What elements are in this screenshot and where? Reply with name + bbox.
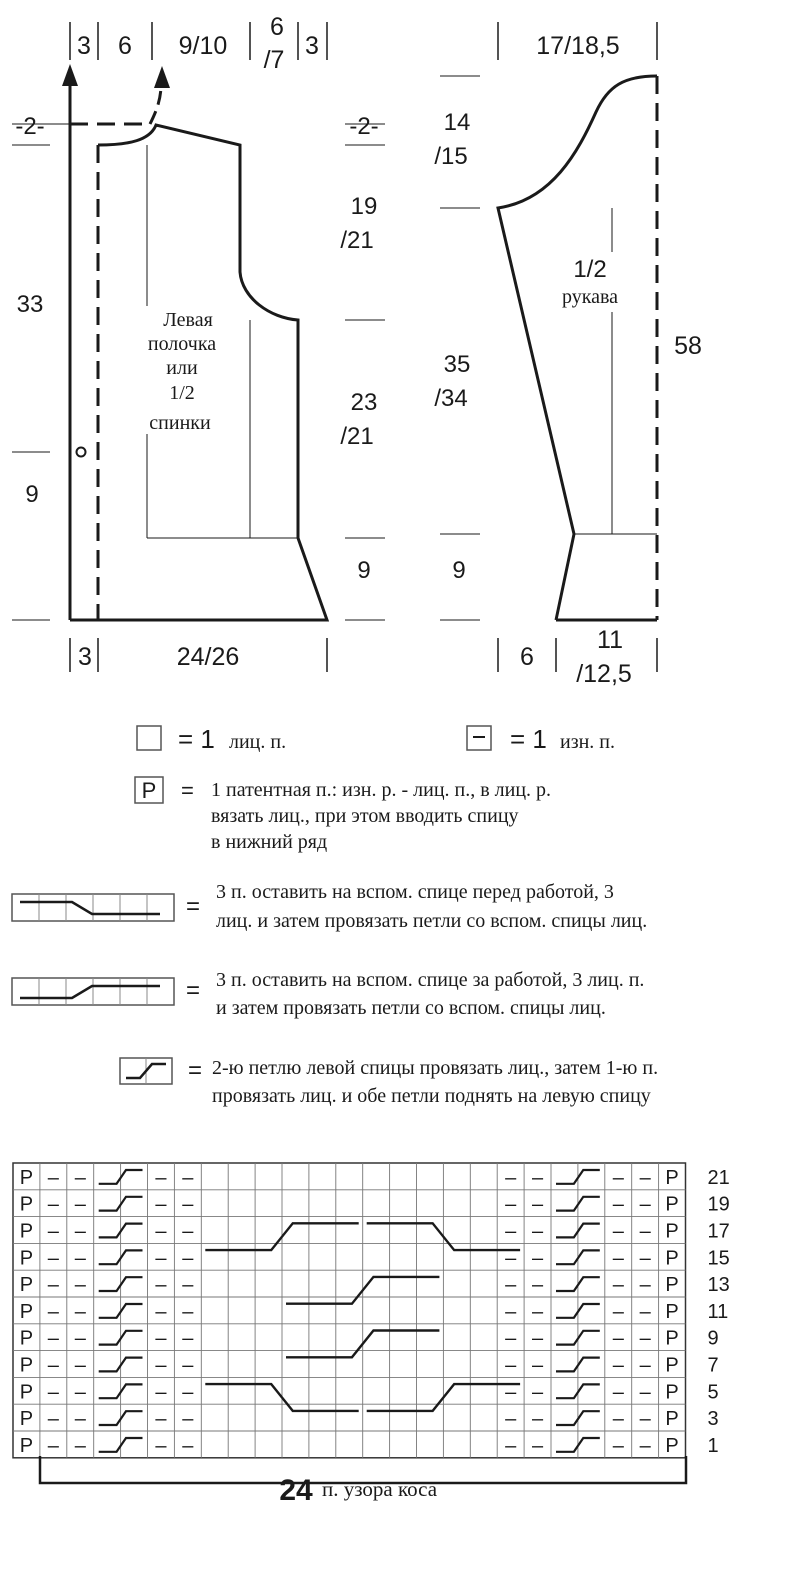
legend-twist-line-2: провязать лиц. и обе петли поднять на левую спицу — [212, 1085, 651, 1107]
purl-stitch-mark: – — [531, 1274, 544, 1297]
legend-twist-line-1: 2-ю петлю левой спицы провязать лиц., затем 1-ю п. — [212, 1057, 659, 1079]
patent-stitch-mark: P — [19, 1300, 34, 1323]
purl-stitch-mark: – — [47, 1354, 59, 1377]
purl-stitch-mark: – — [531, 1300, 544, 1323]
purl-stitch-mark: – — [505, 1434, 517, 1457]
right-dim-23: 23 — [350, 389, 378, 416]
purl-stitch-mark: – — [182, 1408, 194, 1431]
chart-row-number: 17 — [707, 1220, 730, 1243]
top-dim-6-over: 6 — [270, 13, 284, 41]
legend-purl-number: = 1 — [510, 724, 547, 754]
purl-stitch-mark: – — [612, 1274, 624, 1297]
sleeve-dim-58: 58 — [674, 332, 702, 360]
patent-stitch-mark: P — [19, 1166, 34, 1189]
purl-stitch-mark: – — [531, 1247, 544, 1270]
purl-stitch-mark: – — [74, 1274, 86, 1297]
purl-stitch-mark: – — [74, 1300, 86, 1323]
purl-stitch-icon — [467, 726, 491, 750]
purl-stitch-mark: – — [182, 1300, 194, 1323]
purl-stitch-mark: – — [74, 1193, 86, 1216]
purl-stitch-mark: – — [639, 1327, 651, 1350]
purl-stitch-mark: – — [612, 1166, 624, 1189]
bottom-dim-3: 3 — [78, 643, 92, 671]
sleeve-bottom-dim-6: 6 — [520, 643, 534, 671]
patent-stitch-mark: P — [19, 1220, 34, 1243]
purl-stitch-mark: – — [47, 1327, 59, 1350]
purl-stitch-mark: – — [155, 1247, 167, 1270]
purl-stitch-mark: – — [639, 1247, 651, 1270]
sleeve-dim-14: 14 — [443, 109, 471, 136]
purl-stitch-mark: – — [74, 1166, 86, 1189]
purl-stitch-mark: – — [47, 1220, 59, 1243]
patent-stitch-mark: P — [665, 1327, 679, 1350]
right-dim-21: /21 — [340, 227, 374, 254]
purl-stitch-mark: – — [74, 1408, 86, 1431]
purl-stitch-mark: – — [47, 1247, 59, 1270]
sleeve-bottom-dim-12-5: /12,5 — [576, 660, 632, 688]
top-dim-7-under: /7 — [263, 46, 285, 74]
purl-stitch-mark: – — [531, 1220, 544, 1243]
purl-stitch-mark: – — [531, 1381, 544, 1404]
legend-purl-text: изн. п. — [560, 731, 616, 753]
purl-stitch-mark: – — [612, 1193, 624, 1216]
purl-stitch-mark: – — [182, 1354, 194, 1377]
patent-stitch-mark: P — [665, 1300, 679, 1323]
purl-stitch-mark: – — [47, 1434, 59, 1457]
purl-stitch-mark: – — [639, 1354, 651, 1377]
patent-stitch-mark: P — [665, 1193, 679, 1216]
sleeve-top-dim: 17/18,5 — [536, 32, 620, 60]
purl-stitch-mark: – — [639, 1300, 651, 1323]
purl-stitch-mark: – — [505, 1300, 517, 1323]
right-dim-2: -2- — [349, 113, 379, 140]
chart-row-numbers — [708, 1167, 730, 1457]
purl-stitch-mark: – — [182, 1327, 194, 1350]
chart-grid — [13, 1163, 686, 1458]
patent-stitch-mark: P — [19, 1274, 34, 1297]
front-label-line-1: Левая — [163, 309, 213, 331]
purl-stitch-mark: – — [505, 1408, 517, 1431]
purl-stitch-mark: – — [505, 1166, 517, 1189]
purl-stitch-mark: – — [639, 1408, 651, 1431]
purl-stitch-mark: – — [531, 1193, 544, 1216]
chart-row-number: 9 — [707, 1327, 719, 1350]
front-piece-schematic — [12, 13, 385, 672]
purl-stitch-mark: – — [155, 1434, 167, 1457]
left-dim-2: -2- — [15, 113, 45, 140]
purl-stitch-mark: – — [47, 1381, 59, 1404]
sleeve-bottom-dim-11: 11 — [597, 626, 623, 654]
legend-cable-front-line-2: лиц. и затем провязать петли со вспом. спицы лиц. — [216, 910, 648, 932]
chart-border — [13, 1163, 686, 1458]
purl-stitch-mark: – — [612, 1247, 624, 1270]
legend-knit-number: = 1 — [178, 724, 215, 754]
purl-stitch-mark: – — [47, 1300, 59, 1323]
patent-stitch-mark: P — [665, 1381, 679, 1404]
purl-stitch-mark: – — [639, 1381, 651, 1404]
legend-cable-back-eq: = — [186, 977, 201, 1004]
cable-pattern-chart — [13, 1163, 730, 1507]
purl-stitch-mark: – — [74, 1220, 86, 1243]
purl-stitch-mark: – — [505, 1247, 517, 1270]
patent-stitch-mark: P — [19, 1247, 34, 1270]
top-dim-3-right: 3 — [305, 32, 319, 60]
front-label-line-3: или — [166, 357, 198, 379]
button-icon — [77, 448, 86, 457]
purl-stitch-mark: – — [612, 1327, 624, 1350]
purl-stitch-mark: – — [639, 1434, 651, 1457]
purl-stitch-mark: – — [612, 1434, 624, 1457]
legend-twist-eq: = — [188, 1057, 203, 1084]
patent-stitch-mark: P — [665, 1408, 679, 1431]
legend-patent-line-2: вязать лиц., при этом вводить спицу — [211, 805, 519, 827]
purl-stitch-mark: – — [531, 1434, 544, 1457]
purl-stitch-mark: – — [155, 1193, 167, 1216]
purl-stitch-mark: – — [155, 1408, 167, 1431]
front-label-line-2: полочка — [147, 333, 217, 355]
purl-stitch-mark: – — [182, 1193, 194, 1216]
purl-stitch-mark: – — [531, 1327, 544, 1350]
purl-stitch-mark: – — [182, 1166, 194, 1189]
purl-stitch-mark: – — [505, 1327, 517, 1350]
purl-stitch-mark: – — [74, 1434, 86, 1457]
chart-row-number: 15 — [707, 1247, 730, 1270]
patent-stitch-mark: P — [665, 1434, 679, 1457]
patent-stitch-mark: P — [665, 1220, 679, 1243]
legend-patent-line-3: в нижний ряд — [211, 831, 328, 853]
chart-row-number: 21 — [707, 1166, 730, 1189]
purl-stitch-mark: – — [505, 1381, 517, 1404]
sleeve-dim-15: /15 — [434, 143, 468, 170]
sleeve-label-half: 1/2 — [573, 256, 607, 283]
purl-stitch-mark: – — [182, 1434, 194, 1457]
purl-stitch-mark: – — [612, 1408, 624, 1431]
purl-stitch-mark: – — [155, 1300, 167, 1323]
left-dim-33: 33 — [16, 291, 44, 318]
cable-back-icon — [12, 978, 174, 1005]
sleeve-dim-34: /34 — [434, 385, 468, 412]
purl-stitch-mark: – — [639, 1166, 651, 1189]
knit-stitch-icon — [137, 726, 161, 750]
purl-stitch-mark: – — [531, 1408, 544, 1431]
top-dim-9-10: 9/10 — [178, 32, 228, 60]
purl-stitch-mark: – — [155, 1220, 167, 1243]
sleeve-dim-9: 9 — [452, 557, 466, 584]
purl-stitch-mark: – — [505, 1193, 517, 1216]
purl-stitch-mark: – — [182, 1381, 194, 1404]
right-dim-21b: /21 — [340, 423, 374, 450]
legend — [12, 724, 658, 1107]
legend-patent-eq: = — [181, 778, 194, 803]
purl-stitch-mark: – — [182, 1274, 194, 1297]
chart-row-number: 11 — [707, 1300, 729, 1323]
patent-stitch-mark: P — [665, 1166, 679, 1189]
right-dim-19: 19 — [350, 193, 378, 220]
legend-cable-front-line-1: 3 п. оставить на вспом. спице перед работой, 3 — [216, 881, 614, 903]
purl-stitch-mark: – — [639, 1220, 651, 1243]
purl-stitch-mark: – — [182, 1247, 194, 1270]
chart-row-number: 3 — [707, 1408, 719, 1431]
legend-patent-line-1: 1 патентная п.: изн. р. - лиц. п., в лиц. р. — [211, 779, 552, 801]
purl-stitch-mark: – — [155, 1354, 167, 1377]
patent-stitch-mark: P — [665, 1274, 679, 1297]
purl-stitch-mark: – — [74, 1381, 86, 1404]
purl-stitch-mark: – — [47, 1408, 59, 1431]
purl-stitch-mark: – — [612, 1381, 624, 1404]
chart-row-number: 5 — [707, 1381, 719, 1404]
purl-stitch-mark: – — [531, 1166, 544, 1189]
twist-stitch-icon — [120, 1058, 172, 1084]
legend-cable-back-line-2: и затем провязать петли со вспом. спицы лиц. — [216, 997, 606, 1019]
patent-stitch-mark: P — [19, 1193, 34, 1216]
top-dim-3-left: 3 — [77, 32, 91, 60]
chart-row-number: 19 — [707, 1193, 730, 1216]
purl-stitch-mark: – — [74, 1327, 86, 1350]
purl-stitch-mark: – — [505, 1220, 517, 1243]
purl-stitch-mark: – — [155, 1274, 167, 1297]
sleeve-label-word: рукава — [561, 286, 619, 308]
chart-row-number: 13 — [707, 1274, 730, 1297]
patent-stitch-mark: P — [19, 1381, 34, 1404]
curved-arrow-icon — [150, 66, 170, 124]
legend-knit-text: лиц. п. — [229, 731, 287, 753]
chart-caption-text: п. узора коса — [322, 1477, 438, 1501]
purl-stitch-mark: – — [639, 1274, 651, 1297]
purl-stitch-mark: – — [531, 1354, 544, 1377]
purl-stitch-mark: – — [47, 1166, 59, 1189]
front-label-line-4: 1/2 — [169, 382, 195, 404]
purl-stitch-mark: – — [155, 1327, 167, 1350]
purl-stitch-mark: – — [639, 1193, 651, 1216]
patent-stitch-mark: P — [19, 1434, 34, 1457]
purl-stitch-mark: – — [612, 1354, 624, 1377]
patent-stitch-mark: P — [665, 1354, 679, 1377]
patent-stitch-mark: P — [19, 1327, 34, 1350]
chart-caption-number: 24 — [279, 1474, 313, 1507]
purl-stitch-mark: – — [612, 1300, 624, 1323]
patent-stitch-mark: P — [19, 1354, 34, 1377]
cable-front-icon — [12, 894, 174, 921]
right-dim-9: 9 — [357, 557, 371, 584]
legend-patent-symbol: P — [141, 778, 157, 803]
purl-stitch-mark: – — [612, 1220, 624, 1243]
legend-cable-front-eq: = — [186, 893, 201, 920]
purl-stitch-mark: – — [47, 1193, 59, 1216]
bottom-dim-24-26: 24/26 — [176, 643, 240, 671]
arrow-up-icon — [62, 64, 78, 620]
purl-stitch-mark: – — [47, 1274, 59, 1297]
purl-stitch-mark: – — [74, 1354, 86, 1377]
purl-stitch-mark: – — [74, 1247, 86, 1270]
legend-cable-back-line-1: 3 п. оставить на вспом. спице за работой, 3 лиц. п. — [216, 969, 645, 991]
sleeve-dim-35: 35 — [443, 351, 471, 378]
front-label-line-5: спинки — [149, 412, 211, 434]
purl-stitch-mark: – — [155, 1166, 167, 1189]
patent-stitch-mark: P — [19, 1408, 34, 1431]
purl-stitch-mark: – — [505, 1354, 517, 1377]
patent-stitch-mark: P — [665, 1247, 679, 1270]
purl-stitch-mark: – — [505, 1274, 517, 1297]
purl-stitch-mark: – — [182, 1220, 194, 1243]
chart-row-number: 7 — [707, 1354, 719, 1377]
purl-stitch-mark: – — [155, 1381, 167, 1404]
sleeve-schematic — [434, 22, 710, 688]
top-dim-6: 6 — [118, 32, 132, 60]
left-dim-9: 9 — [25, 481, 39, 508]
chart-row-number: 1 — [707, 1434, 719, 1457]
